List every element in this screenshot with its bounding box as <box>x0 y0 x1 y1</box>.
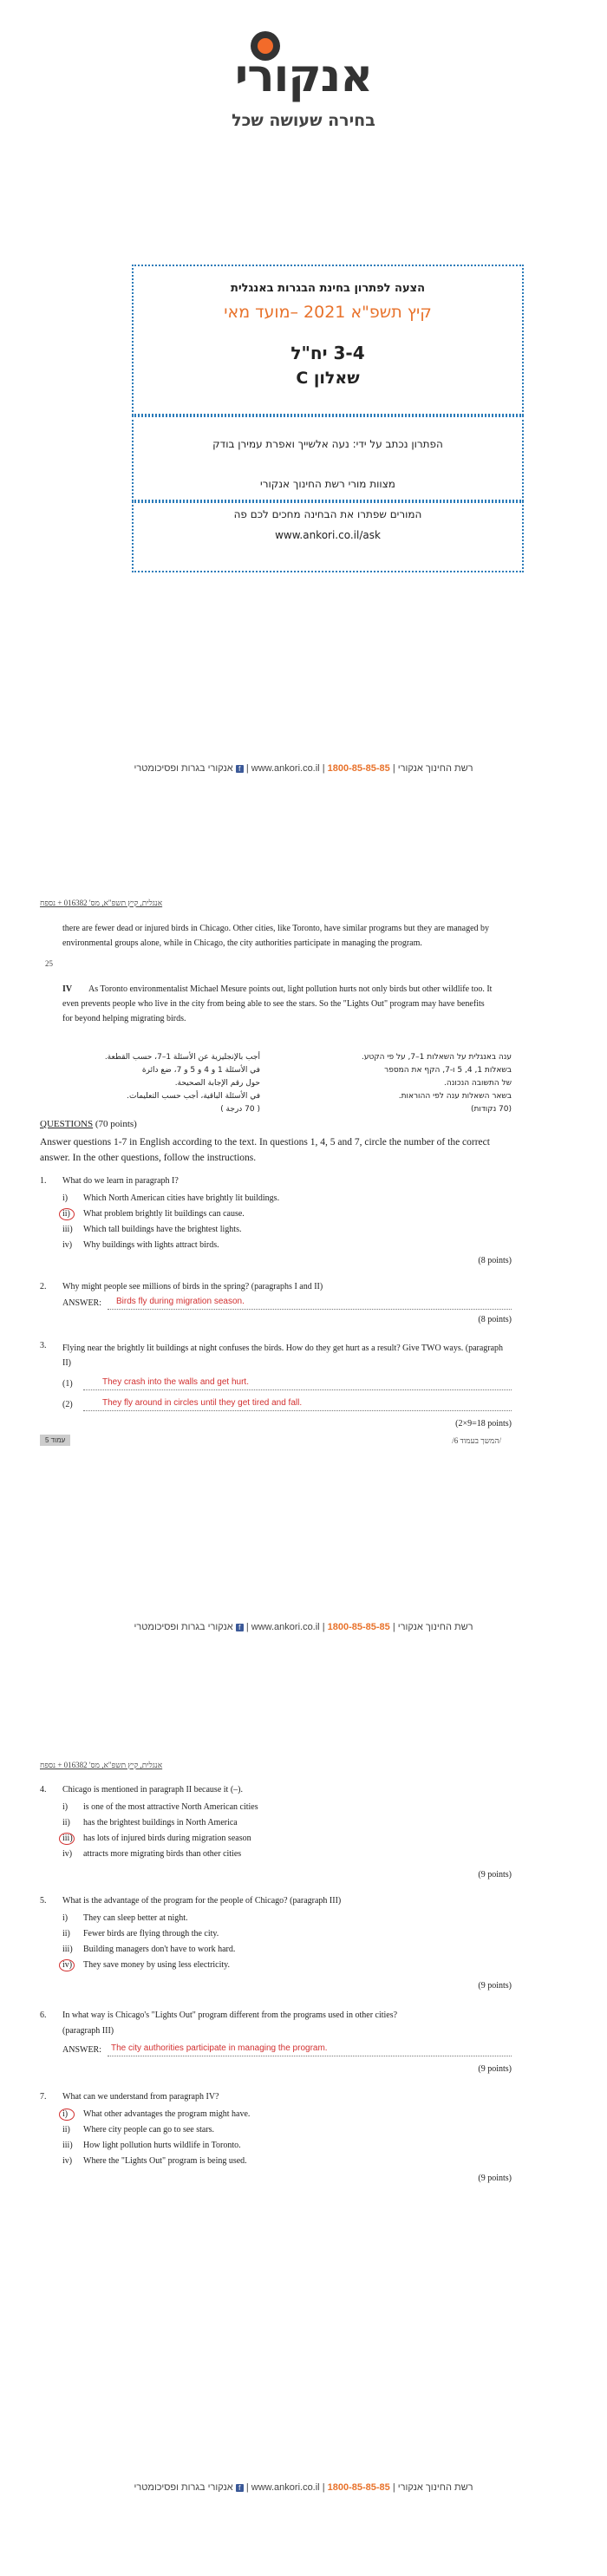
q7-text: What can we understand from paragraph IV? <box>62 2092 219 2102</box>
q7-option-3[interactable]: iii) <box>62 2141 73 2150</box>
q4-text: Chicago is mentioned in paragraph II because it (–). <box>62 1785 243 1795</box>
footer-social[interactable]: אנקורי בגרות ופסיכומטרי <box>134 2482 233 2493</box>
q6-points: (9 points) <box>478 2064 512 2074</box>
facebook-icon[interactable]: f <box>236 2484 244 2492</box>
footer-phone[interactable]: 1800-85-85-85 <box>327 2482 390 2493</box>
cover-author-box <box>132 415 524 501</box>
hebrew-instructions: ענה באנגלית על השאלות 1–7, על פי הקטע. בשאלות 1, 4, 5 ו-7, הקף את המספר של התשובה הנכונה. בשאר השאלות ענה לפי ההוראות. (70 נקודות) <box>361 1053 512 1114</box>
q3-answer-2[interactable]: They fly around in circles until they get tired and fall. <box>102 1398 303 1408</box>
paragraph-4: As Toronto environmentalist Michael Mesure points out, light pollution hurts not only birds but other wildlife too. It even prevents people who live in the city from being able to see the stars. So the "Lights Out" program may have benefits for beyond helping migrating birds. <box>62 984 493 1023</box>
q6-paragraph-ref: (paragraph III) <box>62 2026 114 2036</box>
cover-ask-link[interactable]: www.ankori.co.il/ask <box>275 529 381 541</box>
paragraph-4-label: IV <box>62 984 73 994</box>
q4-option-2[interactable]: ii) <box>62 1818 70 1827</box>
q2-answer-label: ANSWER: <box>62 1298 101 1308</box>
q5-points: (9 points) <box>478 1981 512 1991</box>
cover-team: מצוות מורי רשת החינוך אנקורי <box>260 478 395 490</box>
page-number-badge: עמוד 5 <box>40 1435 70 1446</box>
q1-option-2[interactable]: ii) <box>62 1209 70 1219</box>
q4-option-3[interactable]: iii) <box>62 1834 73 1843</box>
facebook-icon[interactable]: f <box>236 1624 244 1631</box>
footer: רשת החינוך אנקורי | 1800-85-85-85 | www.ankori.co.il | f אנקורי בגרות ופסיכומטרי <box>134 1622 473 1632</box>
q2-points: (8 points) <box>478 1315 512 1324</box>
q5-selected-circle <box>59 1959 75 1971</box>
line-number: 25 <box>45 959 53 968</box>
q5-option-3[interactable]: iii) <box>62 1945 73 1954</box>
q3-answer-1[interactable]: They crash into the walls and get hurt. <box>102 1377 249 1387</box>
q3-points: (2×9=18 points) <box>455 1419 512 1429</box>
q1-number: 1. <box>40 1176 47 1186</box>
q2-text: Why might people see millions of birds in the spring? (paragraphs I and II) <box>62 1282 323 1291</box>
footer-site-link[interactable]: www.ankori.co.il <box>251 1622 320 1632</box>
footer-site-link[interactable]: www.ankori.co.il <box>251 2482 320 2493</box>
q4-number: 4. <box>40 1785 47 1795</box>
cover-questionnaire: שאלון C <box>296 369 360 388</box>
q3-text: Flying near the brightly lit buildings at night confuses the birds. How do they get hurt as a result? Give TWO ways. (paragraph II) <box>62 1344 504 1368</box>
questions-heading: QUESTIONS (70 points) <box>40 1119 137 1129</box>
q6-answer[interactable]: The city authorities participate in managing the program. <box>111 2043 328 2053</box>
footer-network: רשת החינוך אנקורי <box>397 763 473 774</box>
cover-authors: הפתרון נכתב על ידי: נעה אלשייך ואפרת עמירן בודק <box>212 438 443 450</box>
cover-level: 3-4 יח"ל <box>290 343 365 363</box>
q5-option-2[interactable]: ii) <box>62 1929 70 1939</box>
cover-ask-box <box>132 501 524 572</box>
q3-number: 3. <box>40 1341 47 1350</box>
q4-option-4[interactable]: iv) <box>62 1849 73 1859</box>
q1-option-1[interactable]: i) <box>62 1193 69 1203</box>
q5-text: What is the advantage of the program for the people of Chicago? (paragraph III) <box>62 1896 342 1906</box>
footer-phone[interactable]: 1800-85-85-85 <box>327 763 390 774</box>
q7-option-1[interactable]: i) <box>62 2109 69 2119</box>
logo-name: אנקורי <box>234 50 373 102</box>
q7-selected-circle <box>59 2109 75 2121</box>
continue-note: /המשך בעמוד 6/ <box>452 1436 501 1445</box>
q4-option-1[interactable]: i) <box>62 1802 69 1812</box>
cover-title: הצעה לפתרון בחינת הבגרות באנגלית <box>230 282 426 295</box>
footer-social[interactable]: אנקורי בגרות ופסיכומטרי <box>134 1622 233 1632</box>
q1-selected-circle <box>59 1208 75 1220</box>
cover-title-box <box>132 265 524 415</box>
q2-answer[interactable]: Birds fly during migration season. <box>116 1297 245 1306</box>
q5-option-1[interactable]: i) <box>62 1913 69 1923</box>
q6-text: In what way is Chicago's "Lights Out" program different from the programs used in other cities? <box>62 2010 398 2020</box>
page1-header: אנגלית, קיץ תשפ"א, מס' 016382 + נספח <box>40 899 163 907</box>
cover-session: קיץ תשפ"א 2021 –מועד מאי <box>224 303 432 322</box>
q1-text: What do we learn in paragraph I? <box>62 1176 179 1186</box>
q1-option-4[interactable]: iv) <box>62 1240 73 1250</box>
footer-phone[interactable]: 1800-85-85-85 <box>327 1622 390 1632</box>
footer: רשת החינוך אנקורי | 1800-85-85-85 | www.ankori.co.il | f אנקורי בגרות ופסיכומטרי <box>134 763 473 774</box>
q7-option-2[interactable]: ii) <box>62 2125 70 2135</box>
footer: רשת החינוך אנקורי | 1800-85-85-85 | www.ankori.co.il | f אנקורי בגרות ופסיכומטרי <box>134 2482 473 2493</box>
q1-points: (8 points) <box>478 1256 512 1265</box>
q4-points: (9 points) <box>478 1870 512 1880</box>
q2-number: 2. <box>40 1282 47 1291</box>
arabic-instructions: أجب بالإنجليزية عن الأسئلة 1–7، حسب القطعة. في الأسئلة 1 و 4 و 5 و 7، ضع دائرة حول رقم الإجابة الصحيحة. في الأسئلة الباقية، أجب حسب التعليمات. ( 70 درجة ) <box>104 1053 260 1114</box>
facebook-icon[interactable]: f <box>236 765 244 773</box>
q7-points: (9 points) <box>478 2174 512 2183</box>
q5-number: 5. <box>40 1896 47 1906</box>
q7-option-4[interactable]: iv) <box>62 2156 73 2166</box>
questions-instructions: Answer questions 1-7 in English according to the text. In questions 1, 4, 5 and 7, circle the number of the correct answer. In the other questions, follow the instructions. <box>40 1137 490 1163</box>
q6-answer-label: ANSWER: <box>62 2045 101 2055</box>
q5-option-4[interactable]: iv) <box>62 1960 73 1970</box>
logo-tagline: בחירה שעושה שכל <box>232 111 375 130</box>
cover-ask-text: המורים שפתרו את הבחינה מחכים לכם פה <box>233 508 422 520</box>
paragraph-continuation: there are fewer dead or injured birds in Chicago. Other cities, like Toronto, have similar programs but they are managed by environmental groups alone, while in Chicago, the city authorities participate in managing the program. <box>62 924 490 948</box>
page2-header: אנגלית, קיץ תשפ"א, מס' 016382 + נספח <box>40 1761 163 1769</box>
q1-option-3[interactable]: iii) <box>62 1225 73 1234</box>
footer-site-link[interactable]: www.ankori.co.il <box>251 763 320 774</box>
footer-social[interactable]: אנקורי בגרות ופסיכומטרי <box>134 763 233 774</box>
q6-number: 6. <box>40 2010 47 2020</box>
q7-number: 7. <box>40 2092 47 2102</box>
q4-selected-circle <box>59 1833 75 1845</box>
